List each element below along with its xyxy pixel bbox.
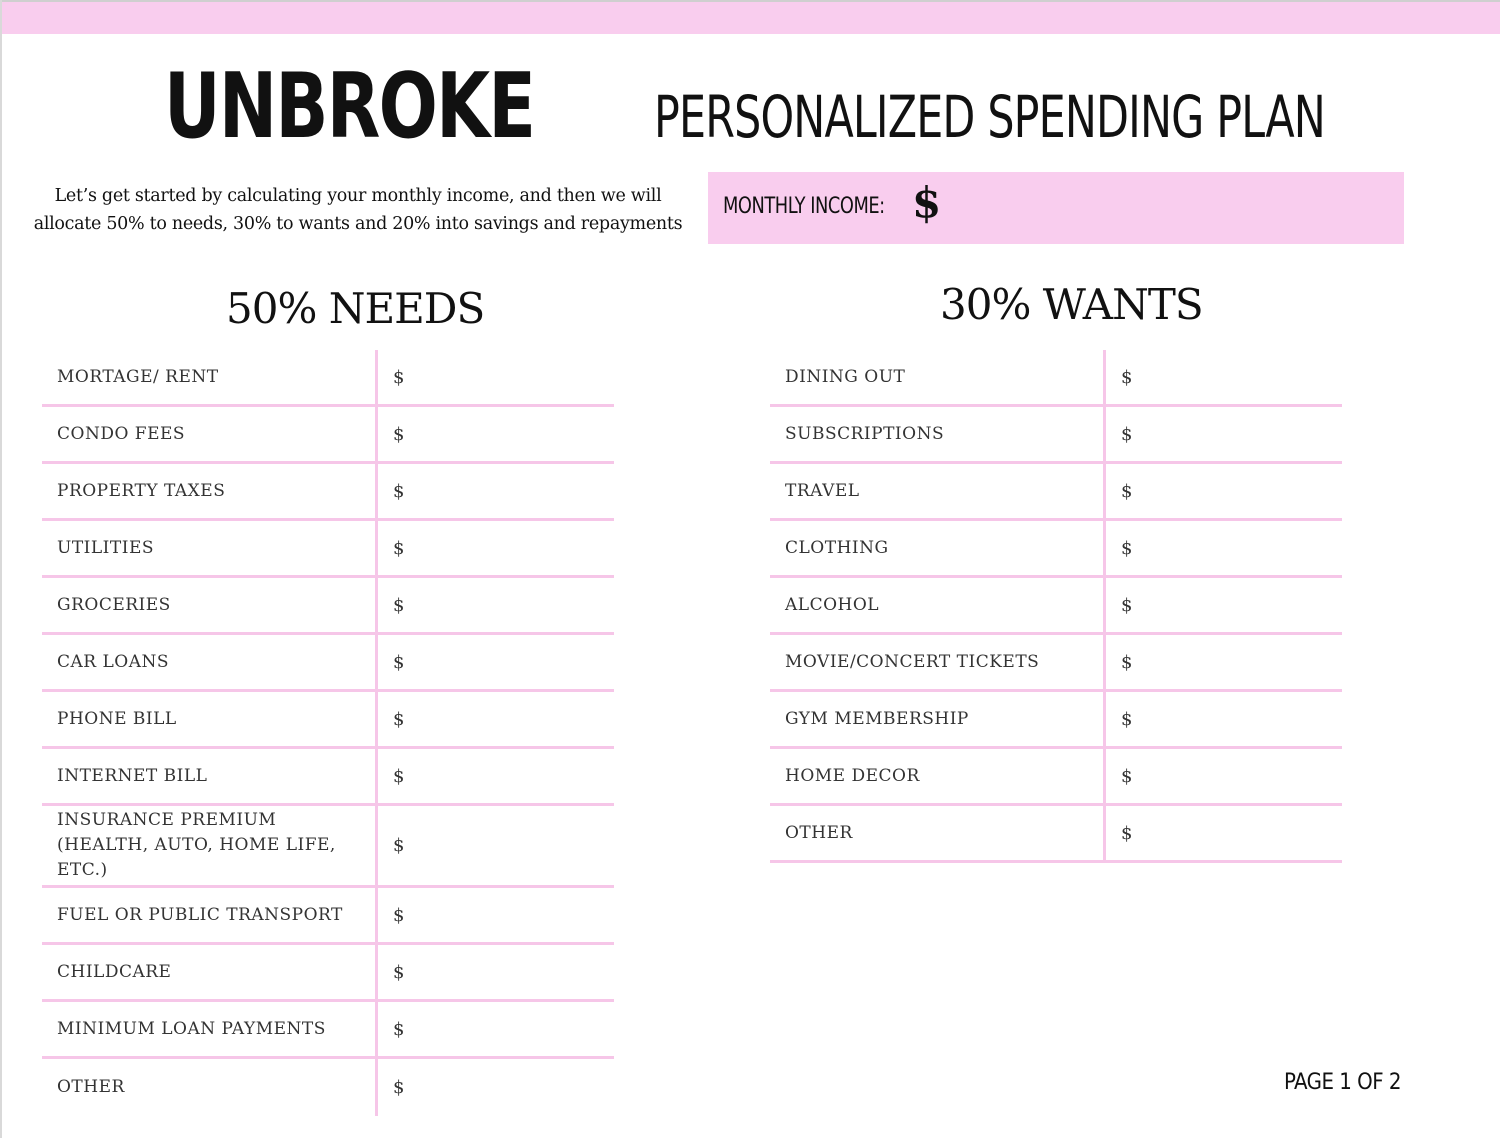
needs-table (42, 350, 614, 1116)
wants-row (770, 407, 1342, 464)
wants-item-label: TRAVEL (770, 464, 1106, 518)
needs-row (42, 350, 614, 407)
wants-item-label: CLOTHING (770, 521, 1106, 575)
needs-amount-field[interactable]: $ (393, 708, 405, 730)
wants-row (770, 578, 1342, 635)
needs-item-label-line1: INSURANCE PREMIUM (57, 810, 277, 830)
needs-row (42, 578, 614, 635)
wants-row (770, 521, 1342, 578)
wants-amount-field[interactable]: $ (1121, 651, 1133, 673)
wants-amount-field[interactable]: $ (1121, 423, 1133, 445)
needs-amount-field[interactable]: $ (393, 366, 405, 388)
needs-item-label-line2: (HEALTH, AUTO, HOME LIFE, ETC.) (57, 835, 336, 880)
needs-row (42, 1059, 614, 1116)
brand-title: UNBROKE (164, 54, 535, 159)
needs-item-label: MORTAGE/ RENT (42, 350, 378, 404)
wants-heading: 30% WANTS (940, 280, 1203, 329)
needs-amount-field[interactable]: $ (393, 961, 405, 983)
needs-item-label: UTILITIES (42, 521, 378, 575)
needs-item-label: CONDO FEES (42, 407, 378, 461)
needs-amount-field[interactable]: $ (393, 480, 405, 502)
needs-item-label: FUEL OR PUBLIC TRANSPORT (42, 888, 378, 942)
needs-row (42, 464, 614, 521)
needs-item-label: PROPERTY TAXES (42, 464, 378, 518)
wants-amount-field[interactable]: $ (1121, 537, 1133, 559)
wants-row (770, 806, 1342, 863)
wants-amount-field[interactable]: $ (1121, 765, 1133, 787)
needs-row (42, 749, 614, 806)
needs-amount-field[interactable]: $ (393, 765, 405, 787)
needs-amount-field[interactable]: $ (393, 904, 405, 926)
needs-item-label: CHILDCARE (42, 945, 378, 999)
wants-table (770, 350, 1342, 863)
wants-amount-field[interactable]: $ (1121, 366, 1133, 388)
wants-item-label: SUBSCRIPTIONS (770, 407, 1106, 461)
needs-row (42, 806, 614, 888)
needs-item-label: PHONE BILL (42, 692, 378, 746)
wants-item-label: HOME DECOR (770, 749, 1106, 803)
needs-row (42, 1002, 614, 1059)
needs-item-label (42, 806, 378, 885)
needs-row (42, 521, 614, 578)
wants-item-label: ALCOHOL (770, 578, 1106, 632)
needs-amount-field[interactable]: $ (393, 651, 405, 673)
wants-row (770, 692, 1342, 749)
needs-amount-field[interactable]: $ (393, 537, 405, 559)
wants-amount-field[interactable]: $ (1121, 594, 1133, 616)
wants-item-label: GYM MEMBERSHIP (770, 692, 1106, 746)
wants-row (770, 350, 1342, 407)
needs-item-label: CAR LOANS (42, 635, 378, 689)
wants-row (770, 749, 1342, 806)
wants-item-label: MOVIE/CONCERT TICKETS (770, 635, 1106, 689)
needs-amount-field[interactable]: $ (393, 594, 405, 616)
monthly-income-field[interactable] (708, 172, 1404, 244)
monthly-income-label: MONTHLY INCOME: (723, 194, 885, 219)
wants-item-label: OTHER (770, 806, 1106, 860)
needs-row (42, 888, 614, 945)
needs-amount-field[interactable]: $ (393, 423, 405, 445)
wants-item-label: DINING OUT (770, 350, 1106, 404)
needs-item-label: GROCERIES (42, 578, 378, 632)
needs-row (42, 635, 614, 692)
needs-item-label: MINIMUM LOAN PAYMENTS (42, 1002, 378, 1056)
needs-row (42, 692, 614, 749)
intro-text: Let’s get started by calculating your monthly income, and then we will allocate 50% to needs, 30% to wants and 20% into savings and repayments (33, 186, 683, 234)
page-number: PAGE 1 OF 2 (1284, 1070, 1402, 1095)
wants-amount-field[interactable]: $ (1121, 708, 1133, 730)
needs-amount-field[interactable]: $ (393, 835, 405, 856)
needs-amount-field[interactable]: $ (393, 1018, 405, 1040)
wants-row (770, 635, 1342, 692)
wants-amount-field[interactable]: $ (1121, 480, 1133, 502)
needs-amount-field[interactable]: $ (393, 1077, 405, 1098)
needs-item-label: INTERNET BILL (42, 749, 378, 803)
needs-heading: 50% NEEDS (226, 284, 485, 333)
wants-amount-field[interactable]: $ (1121, 822, 1133, 844)
dollar-sign: $ (912, 178, 942, 227)
top-accent-band (2, 0, 1500, 34)
page-title: PERSONALIZED SPENDING PLAN (654, 83, 1325, 151)
needs-row (42, 407, 614, 464)
wants-row (770, 464, 1342, 521)
needs-row (42, 945, 614, 1002)
needs-item-label: OTHER (42, 1059, 378, 1116)
